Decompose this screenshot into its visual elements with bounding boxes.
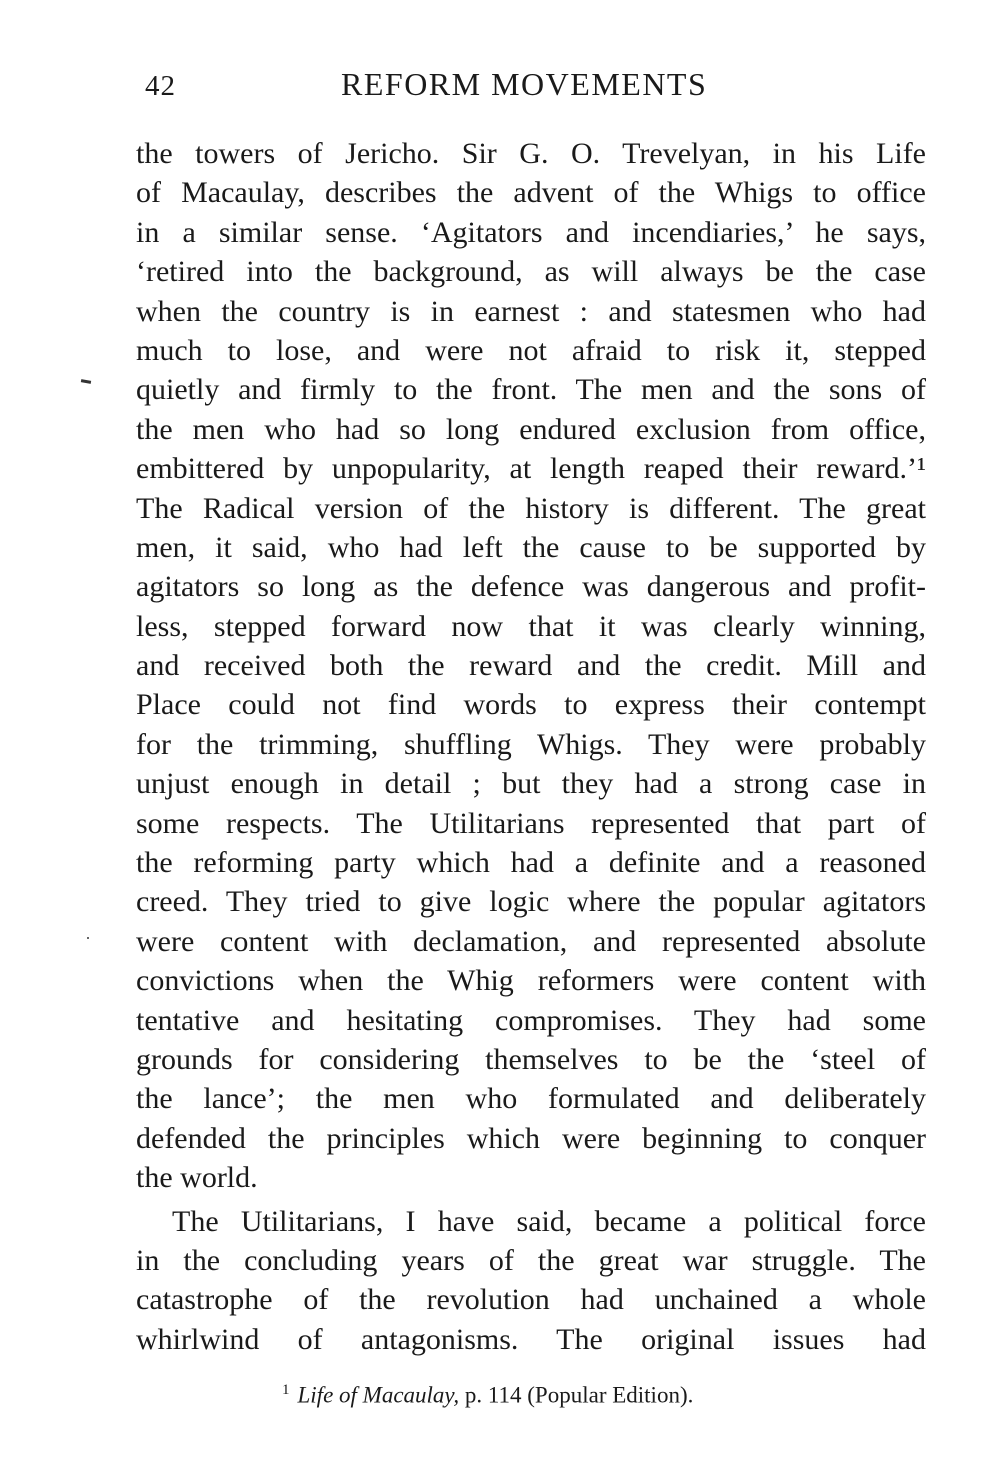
text-line: some respects. The Utilitarians represented that part of [136,806,926,840]
text-line: The Radical version of the history is different. The great [136,491,926,525]
text-line: ‘retired into the background, as will always be the case [136,255,926,289]
footnote-marker: 1 [282,1382,290,1398]
text-line: and received both the reward and the credit. Mill and [136,649,926,683]
body-text [136,134,926,1359]
margin-dot [87,937,89,939]
page-number: 42 [145,70,176,102]
text-line: tentative and hesitating compromises. They had some [136,1003,926,1037]
text-line: quietly and firmly to the front. The men and the sons of [136,373,926,407]
text-line: catastrophe of the revolution had unchained a whole [136,1283,926,1317]
text-line: grounds for considering themselves to be the ‘steel of [136,1042,926,1076]
text-line: Place could not find words to express their contempt [136,688,926,722]
text-line: The Utilitarians, I have said, became a political force [172,1204,926,1238]
text-line: in a similar sense. ‘Agitators and incendiaries,’ he says, [136,215,926,249]
text-line: were content with declamation, and represented absolute [136,924,926,958]
text-line: when the country is in earnest : and statesmen who had [136,294,926,328]
text-line: convictions when the Whig reformers were content with [136,964,926,998]
running-title: REFORM MOVEMENTS [341,66,708,102]
text-line: creed. They tried to give logic where the popular agitators [136,885,926,919]
footnote-title: Life of Macaulay, [297,1382,460,1408]
text-line: unjust enough in detail ; but they had a strong case in [136,767,926,801]
text-line: the towers of Jericho. Sir G. O. Trevelyan, in his Life [136,137,926,170]
running-head [145,62,735,106]
paragraph-2 [136,1202,926,1360]
text-line: men, it said, who had left the cause to be supported by [136,530,926,564]
text-line: embittered by unpopularity, at length reaped their reward.’¹ [136,452,926,486]
text-line: for the trimming, shuffling Whigs. They were probably [136,727,926,761]
text-line: agitators so long as the defence was dangerous and profit- [136,570,926,604]
text-line: whirlwind of antagonisms. The original issues had [136,1322,926,1356]
text-line: the reforming party which had a definite and a reasoned [136,846,926,880]
text-line: the lance’; the men who formulated and deliberately [136,1082,926,1116]
text-line: the world. [136,1161,258,1195]
text-line: defended the principles which were beginning to conquer [136,1121,926,1155]
text-line: the men who had so long endured exclusion from office, [136,412,926,446]
text-line: much to lose, and were not afraid to risk it, stepped [136,333,926,367]
paragraph-1 [136,134,926,1198]
footnote-text: p. 114 (Popular Edition). [464,1382,694,1408]
text-line: less, stepped forward now that it was clearly winning, [136,609,926,643]
text-line: of Macaulay, describes the advent of the Whigs to office [136,176,926,210]
text-line: in the concluding years of the great war struggle. The [136,1243,926,1277]
margin-mark [81,379,91,384]
footnote [282,1382,693,1409]
